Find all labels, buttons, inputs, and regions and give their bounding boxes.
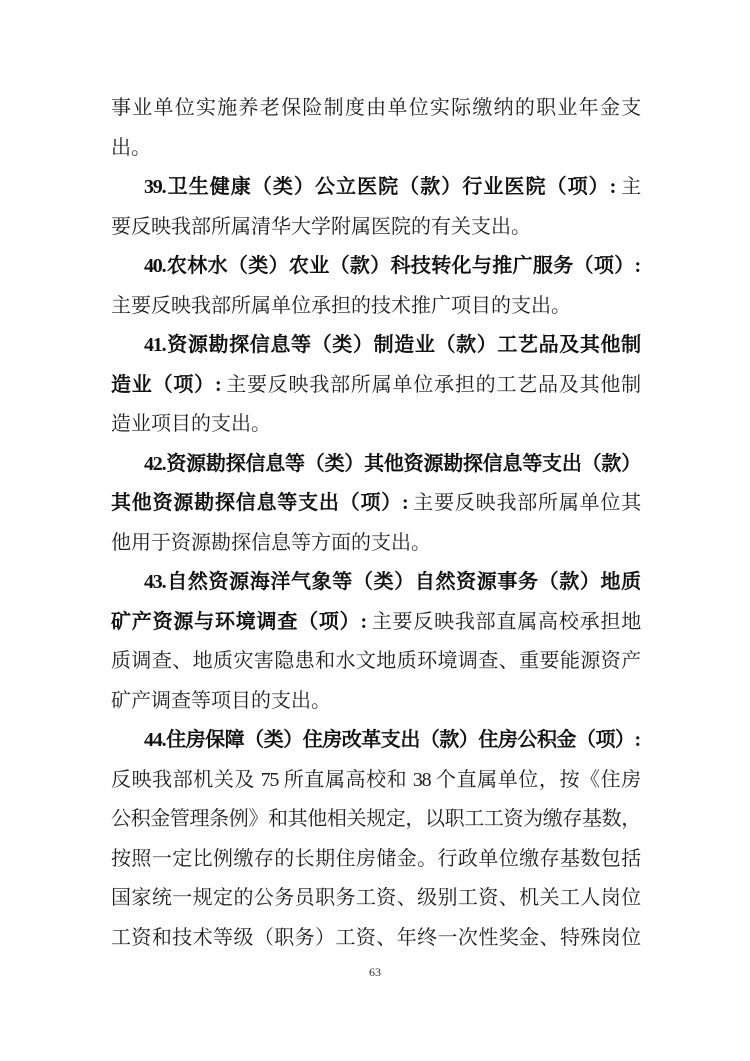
- body-segment: 造业项目的支出。: [111, 413, 271, 435]
- body-segment: 主要反映我部所属单位其: [407, 492, 640, 514]
- heading-segment: 41.资源勘探信息等（类）制造业（款）工艺品及其他制: [144, 334, 640, 356]
- body-segment: 工资和技术等级（职务）工资、年终一次性奖金、特殊岗位: [111, 926, 640, 949]
- text-line: [111, 89, 640, 129]
- heading-segment: 39.卫生健康（类）公立医院（款）行业医院（项）:: [144, 176, 616, 198]
- text-line: [111, 168, 640, 208]
- body-segment: 国家统一规定的公务员职务工资、级别工资、机关工人岗位: [111, 887, 640, 909]
- text-line: [111, 208, 640, 248]
- text-line: [111, 326, 640, 366]
- text-line: [111, 642, 640, 682]
- body-segment: 反映我部机关及 75 所直属高校和 38 个直属单位，按《住房: [111, 768, 640, 791]
- text-line: [111, 840, 640, 880]
- heading-segment: 42.资源勘探信息等（类）其他资源勘探信息等支出（款）: [144, 452, 640, 475]
- text-line: [111, 129, 640, 169]
- heading-segment: 造业（项）:: [111, 373, 221, 396]
- text-line: [111, 879, 640, 919]
- body-segment: 事业单位实施养老保险制度由单位实际缴纳的职业年金支: [111, 97, 640, 119]
- text-line: [111, 800, 640, 840]
- body-segment: 主: [615, 176, 640, 198]
- body-segment: 公积金管理条例》和其他相关规定，以职工工资为缴存基数，: [111, 808, 640, 830]
- heading-segment: 其他资源勘探信息等支出（项）:: [111, 492, 408, 514]
- text-line: [111, 682, 640, 722]
- text-line: [111, 445, 640, 485]
- body-segment: 他用于资源勘探信息等方面的支出。: [111, 531, 431, 554]
- body-segment: 要反映我部所属清华大学附属医院的有关支出。: [111, 215, 531, 238]
- text-line: [111, 761, 640, 801]
- body-segment: 主要反映我部所属单位承担的技术推广项目的支出。: [111, 294, 571, 317]
- heading-segment: 43.自然资源海洋气象等（类）自然资源事务（款）地质: [144, 571, 640, 593]
- body-segment: 质调查、地质灾害隐患和水文地质环境调查、重要能源资产: [111, 650, 640, 672]
- text-line: [111, 721, 640, 761]
- text-line: [111, 563, 640, 603]
- body-segment: 出。: [111, 136, 151, 159]
- body-segment: 矿产调查等项目的支出。: [111, 689, 331, 712]
- text-line: [111, 919, 640, 959]
- body-segment: 按照一定比例缴存的长期住房储金。行政单位缴存基数包括: [111, 847, 640, 870]
- document-body: [111, 89, 640, 958]
- body-segment: 主要反映我部直属高校承担地: [365, 610, 640, 633]
- text-line: [111, 287, 640, 327]
- heading-segment: 40.农林水（类）农业（款）科技转化与推广服务（项）:: [144, 255, 640, 277]
- text-line: [111, 524, 640, 564]
- text-line: [111, 484, 640, 524]
- heading-segment: 44.住房保障（类）住房改革支出（款）住房公积金（项）:: [144, 729, 640, 751]
- text-line: [111, 247, 640, 287]
- heading-segment: 矿产资源与环境调查（项）:: [111, 610, 366, 633]
- page-number: 63: [369, 965, 381, 979]
- text-line: [111, 366, 640, 406]
- text-line: [111, 603, 640, 643]
- text-line: [111, 405, 640, 445]
- body-segment: 主要反映我部所属单位承担的工艺品及其他制: [220, 373, 640, 396]
